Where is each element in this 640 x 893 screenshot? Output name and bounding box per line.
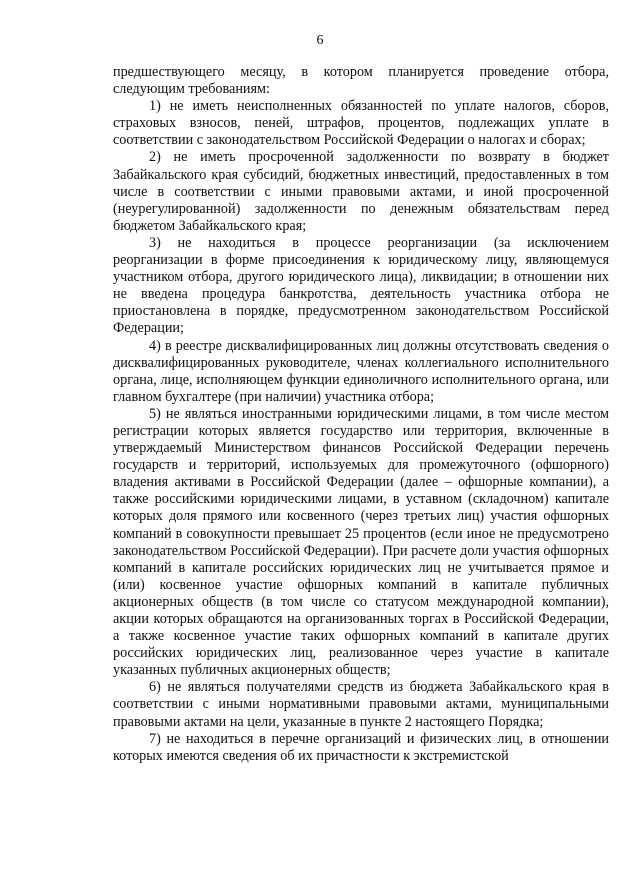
paragraph-continuation: предшествующего месяцу, в котором планируется проведение отбора, следующим требованиям:	[113, 64, 609, 98]
paragraph-requirement-2: 2) не иметь просроченной задолженности по возврату в бюджет Забайкальского края субсидий, бюджетных инвестиций, предоставленных в том числе в соответствии с иными правовыми актами, и иной просроченной (неурегулированной) задолженности по денежным обязательствам перед бюджетом Забайкальского края;	[113, 149, 609, 234]
paragraph-requirement-6: 6) не являться получателями средств из бюджета Забайкальского края в соответствии с иными нормативными правовыми актами, муниципальными правовыми актами на цели, указанные в пункте 2 настоящего Порядка;	[113, 679, 609, 730]
paragraph-requirement-7: 7) не находиться в перечне организаций и физических лиц, в отношении которых имеются сведения об их причастности к экстремистской	[113, 730, 609, 764]
paragraph-requirement-4: 4) в реестре дисквалифицированных лиц должны отсутствовать сведения о дисквалифицированных руководителе, членах коллегиального исполнительного органа, лице, исполняющем функции единоличного исполнительного органа, или главном бухгалтере (при наличии) участника отбора;	[113, 337, 609, 405]
paragraph-requirement-5: 5) не являться иностранными юридическими лицами, в том числе местом регистрации которых является государство или территория, включенные в утверждаемый Министерством финансов Российской Федерации перечень государств и территорий, используемых для промежуточного (офшорного) владения активами в Российской Федерации (далее – офшорные компании), а также российскими юридическими лицами, в уставном (складочном) капитале которых доля прямого или косвенного (через третьих лиц) участия офшорных компаний в совокупности превышает 25 процентов (если иное не предусмотрено законодательством Российской Федерации). При расчете доли участия офшорных компаний в капитале российских юридических лиц не учитывается прямое и (или) косвенное участие офшорных компаний в капитале публичных акционерных обществ (в том числе со статусом международной компании), акции которых обращаются на организованных торгах в Российской Федерации, а также косвенное участие таких офшорных компаний в капитале других российских юридических лиц, реализованное через участие в капитале указанных публичных акционерных обществ;	[113, 405, 609, 679]
page-number: 6	[316, 33, 324, 48]
paragraph-requirement-1: 1) не иметь неисполненных обязанностей по уплате налогов, сборов, страховых взносов, пеней, штрафов, процентов, подлежащих уплате в соответствии с законодательством Российской Федерации о налогах и сборах;	[113, 98, 609, 149]
paragraph-requirement-3: 3) не находиться в процессе реорганизации (за исключением реорганизации в форме присоединения к юридическому лицу, являющемуся участником отбора, другого юридического лица), ликвидации; в отношении них не введена процедура банкротства, деятельность участника отбора не приостановлена в порядке, предусмотренном законодательством Российской Федерации;	[113, 234, 609, 337]
document-body	[113, 64, 609, 765]
